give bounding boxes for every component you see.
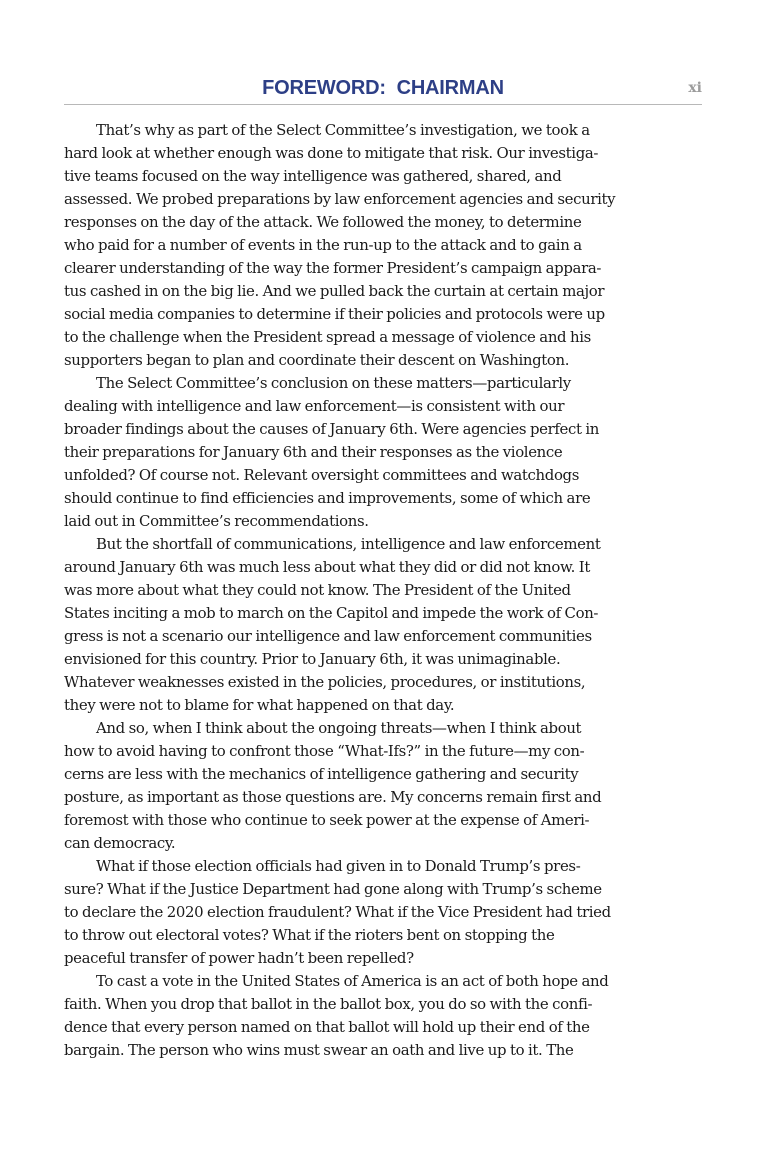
- text-line: their preparations for January 6th and their responses as the violence: [64, 443, 563, 461]
- text-line: The Select Committee’s conclusion on these matters—particularly: [96, 374, 571, 392]
- text-line: That’s why as part of the Select Committee’s investigation, we took a: [96, 121, 590, 139]
- running-header: [64, 74, 702, 105]
- text-line: cerns are less with the mechanics of intelligence gathering and security: [64, 765, 579, 783]
- text-line: faith. When you drop that ballot in the ballot box, you do so with the confi-: [64, 995, 593, 1013]
- text-line: And so, when I think about the ongoing threats—when I think about: [96, 719, 582, 737]
- text-line: social media companies to determine if their policies and protocols were up: [64, 305, 605, 323]
- text-line: was more about what they could not know. The President of the United: [64, 581, 571, 599]
- text-line: To cast a vote in the United States of America is an act of both hope and: [96, 972, 609, 990]
- paragraph: [64, 855, 702, 970]
- paragraph: [64, 533, 702, 717]
- text-line: assessed. We probed preparations by law enforcement agencies and security: [64, 190, 616, 208]
- text-line: States inciting a mob to march on the Capitol and impede the work of Con-: [64, 604, 599, 622]
- text-line: envisioned for this country. Prior to January 6th, it was unimaginable.: [64, 650, 561, 668]
- text-line: tive teams focused on the way intelligence was gathered, shared, and: [64, 167, 562, 185]
- body-text: [64, 119, 702, 1062]
- text-line: responses on the day of the attack. We followed the money, to determine: [64, 213, 582, 231]
- page-number: xi: [688, 80, 702, 96]
- text-line: they were not to blame for what happened on that day.: [64, 696, 455, 714]
- text-line: can democracy.: [64, 834, 176, 852]
- text-line: sure? What if the Justice Department had gone along with Trump’s scheme: [64, 880, 602, 898]
- text-line: foremost with those who continue to seek power at the expense of Ameri-: [64, 811, 590, 829]
- text-line: posture, as important as those questions are. My concerns remain first and: [64, 788, 602, 806]
- text-line: What if those election officials had given in to Donald Trump’s pres-: [96, 857, 581, 875]
- paragraph: [64, 372, 702, 533]
- text-line: how to avoid having to confront those “What-Ifs?” in the future—my con-: [64, 742, 585, 760]
- text-line: peaceful transfer of power hadn’t been repelled?: [64, 949, 414, 967]
- text-line: supporters began to plan and coordinate their descent on Washington.: [64, 351, 570, 369]
- text-line: to declare the 2020 election fraudulent? What if the Vice President had tried: [64, 903, 611, 921]
- text-line: unfolded? Of course not. Relevant oversight committees and watchdogs: [64, 466, 580, 484]
- text-line: clearer understanding of the way the former President’s campaign appara-: [64, 259, 602, 277]
- paragraph: [64, 119, 702, 372]
- text-line: dealing with intelligence and law enforcement—is consistent with our: [64, 397, 565, 415]
- text-line: dence that every person named on that ballot will hold up their end of the: [64, 1018, 590, 1036]
- text-line: gress is not a scenario our intelligence and law enforcement communities: [64, 627, 592, 645]
- paragraph: [64, 717, 702, 855]
- text-line: Whatever weaknesses existed in the policies, procedures, or institutions,: [64, 673, 586, 691]
- text-line: laid out in Committee’s recommendations.: [64, 512, 369, 530]
- text-line: But the shortfall of communications, intelligence and law enforcement: [96, 535, 601, 553]
- text-line: tus cashed in on the big lie. And we pulled back the curtain at certain major: [64, 282, 605, 300]
- text-line: hard look at whether enough was done to mitigate that risk. Our investiga-: [64, 144, 599, 162]
- document-page: [64, 74, 702, 1062]
- text-line: broader findings about the causes of January 6th. Were agencies perfect in: [64, 420, 600, 438]
- text-line: should continue to find efficiencies and improvements, some of which are: [64, 489, 591, 507]
- text-line: around January 6th was much less about what they did or did not know. It: [64, 558, 590, 576]
- text-line: bargain. The person who wins must swear an oath and live up to it. The: [64, 1041, 574, 1059]
- text-line: to throw out electoral votes? What if the rioters bent on stopping the: [64, 926, 555, 944]
- text-line: to the challenge when the President spread a message of violence and his: [64, 328, 591, 346]
- paragraph: [64, 970, 702, 1062]
- section-title: FOREWORD: CHAIRMAN: [262, 77, 504, 99]
- text-line: who paid for a number of events in the run-up to the attack and to gain a: [64, 236, 582, 254]
